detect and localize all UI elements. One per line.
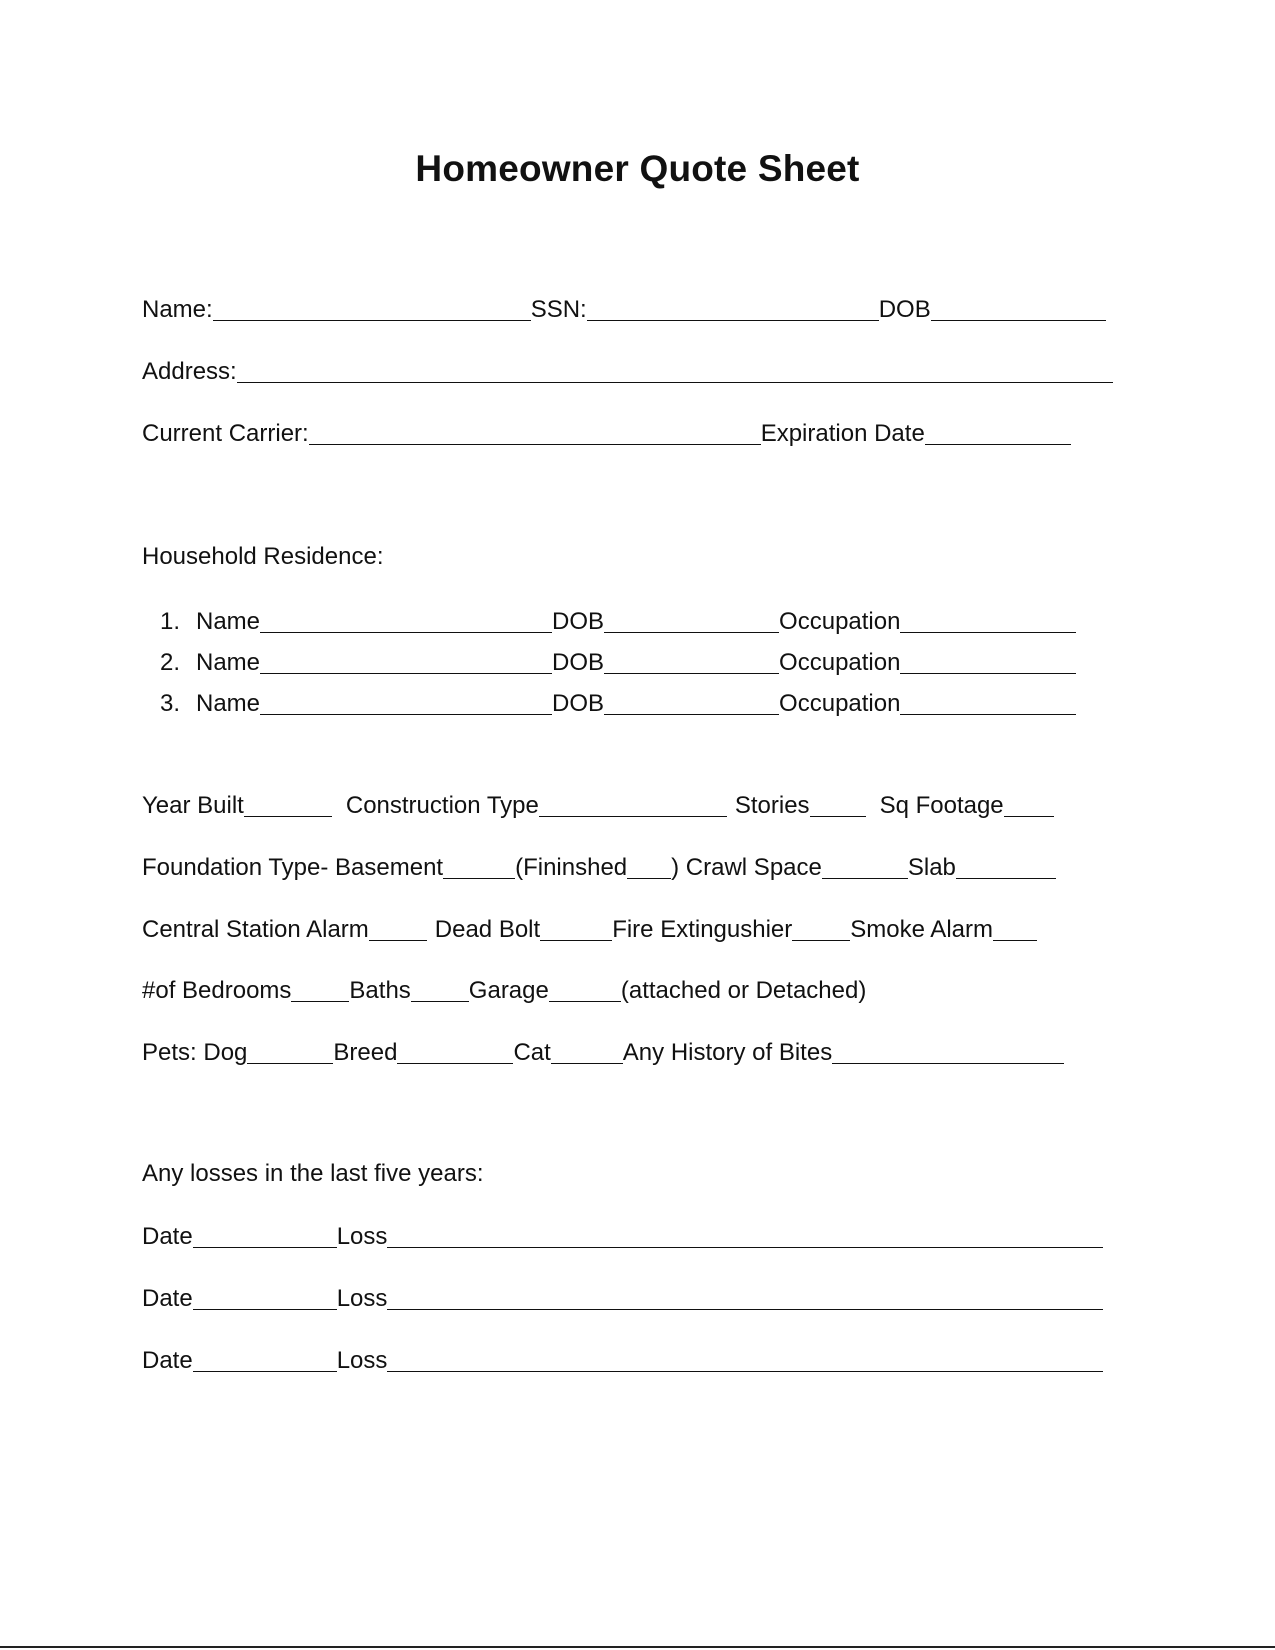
dog-field[interactable] bbox=[247, 1062, 333, 1064]
applicant-row-3 bbox=[142, 416, 1122, 450]
member-number: 3. bbox=[159, 690, 180, 717]
loss-date-label: Date bbox=[142, 1285, 193, 1312]
applicant-row-1 bbox=[142, 292, 1122, 326]
slab-field[interactable] bbox=[956, 877, 1056, 879]
stories-field[interactable] bbox=[810, 815, 866, 817]
finished-field[interactable] bbox=[627, 877, 671, 879]
member-occupation-field[interactable] bbox=[900, 672, 1076, 674]
loss-date-label: Date bbox=[142, 1223, 193, 1250]
sq-footage-field[interactable] bbox=[1004, 815, 1054, 817]
loss-label: Loss bbox=[336, 1347, 388, 1374]
dob-field[interactable] bbox=[931, 319, 1106, 321]
member-name-field[interactable] bbox=[260, 713, 552, 715]
applicant-row-2 bbox=[142, 354, 1122, 388]
cat-label: Cat bbox=[513, 1039, 551, 1066]
page-edge-divider bbox=[0, 1646, 1275, 1648]
member-dob-field[interactable] bbox=[604, 672, 779, 674]
name-field[interactable] bbox=[213, 319, 531, 321]
member-number: 1. bbox=[159, 608, 180, 635]
member-name-field[interactable] bbox=[260, 631, 552, 633]
loss-date-field[interactable] bbox=[193, 1308, 337, 1310]
foundation-type-label: Foundation Type- Basement bbox=[142, 854, 444, 881]
ssn-field[interactable] bbox=[587, 319, 879, 321]
crawl-space-label: ) Crawl Space bbox=[671, 854, 822, 881]
dead-bolt-label: Dead Bolt bbox=[434, 916, 541, 943]
member-name-label: Name bbox=[196, 608, 261, 635]
member-dob-label: DOB bbox=[552, 690, 605, 717]
carrier-field[interactable] bbox=[309, 443, 761, 445]
smoke-alarm-field[interactable] bbox=[993, 939, 1037, 941]
garage-label: Garage bbox=[468, 977, 549, 1004]
breed-label: Breed bbox=[333, 1039, 398, 1066]
member-occupation-label: Occupation bbox=[779, 649, 901, 676]
loss-label: Loss bbox=[336, 1285, 388, 1312]
garage-field[interactable] bbox=[549, 1000, 621, 1002]
construction-type-label: Construction Type bbox=[345, 792, 539, 819]
pets-dog-label: Pets: Dog bbox=[142, 1039, 248, 1066]
loss-row bbox=[142, 1343, 1122, 1377]
loss-label: Loss bbox=[336, 1223, 388, 1250]
member-dob-field[interactable] bbox=[604, 713, 779, 715]
sq-footage-label: Sq Footage bbox=[879, 792, 1004, 819]
property-row-2 bbox=[142, 850, 1122, 884]
member-occupation-field[interactable] bbox=[900, 713, 1076, 715]
expiration-field[interactable] bbox=[925, 443, 1071, 445]
member-name-label: Name bbox=[196, 690, 261, 717]
finished-label: (Fininshed bbox=[515, 854, 628, 881]
member-number: 2. bbox=[159, 649, 180, 676]
member-occupation-field[interactable] bbox=[900, 631, 1076, 633]
slab-label: Slab bbox=[907, 854, 956, 881]
member-dob-label: DOB bbox=[552, 649, 605, 676]
member-dob-field[interactable] bbox=[604, 631, 779, 633]
property-row-3 bbox=[142, 912, 1122, 946]
loss-description-field[interactable] bbox=[387, 1308, 1103, 1310]
property-row-1 bbox=[142, 788, 1122, 822]
carrier-label: Current Carrier: bbox=[142, 420, 309, 447]
cat-field[interactable] bbox=[551, 1062, 623, 1064]
member-name-field[interactable] bbox=[260, 672, 552, 674]
loss-row bbox=[142, 1219, 1122, 1253]
page-title: Homeowner Quote Sheet bbox=[415, 148, 860, 189]
loss-date-label: Date bbox=[142, 1347, 193, 1374]
address-field[interactable] bbox=[237, 381, 1113, 383]
losses-heading: Any losses in the last five years: bbox=[142, 1160, 484, 1187]
year-built-field[interactable] bbox=[244, 815, 332, 817]
household-member-row bbox=[142, 604, 1122, 638]
dead-bolt-field[interactable] bbox=[540, 939, 612, 941]
garage-note: (attached or Detached) bbox=[620, 977, 867, 1004]
fire-extinguisher-label: Fire Extingushier bbox=[612, 916, 793, 943]
loss-description-field[interactable] bbox=[387, 1246, 1103, 1248]
property-row-4 bbox=[142, 973, 1122, 1007]
member-dob-label: DOB bbox=[552, 608, 605, 635]
construction-type-field[interactable] bbox=[539, 815, 727, 817]
fire-extinguisher-field[interactable] bbox=[792, 939, 850, 941]
central-alarm-label: Central Station Alarm bbox=[142, 916, 369, 943]
household-heading: Household Residence: bbox=[142, 543, 384, 570]
year-built-label: Year Built bbox=[142, 792, 244, 819]
expiration-label: Expiration Date bbox=[760, 420, 925, 447]
bites-field[interactable] bbox=[832, 1062, 1064, 1064]
member-occupation-label: Occupation bbox=[779, 690, 901, 717]
property-row-5 bbox=[142, 1035, 1122, 1069]
baths-label: Baths bbox=[349, 977, 411, 1004]
dob-label: DOB bbox=[878, 296, 931, 323]
ssn-label: SSN: bbox=[530, 296, 587, 323]
basement-field[interactable] bbox=[443, 877, 515, 879]
bedrooms-label: #of Bedrooms bbox=[142, 977, 292, 1004]
bites-label: Any History of Bites bbox=[622, 1039, 833, 1066]
name-label: Name: bbox=[142, 296, 213, 323]
smoke-alarm-label: Smoke Alarm bbox=[850, 916, 993, 943]
loss-date-field[interactable] bbox=[193, 1246, 337, 1248]
address-label: Address: bbox=[142, 358, 237, 385]
member-occupation-label: Occupation bbox=[779, 608, 901, 635]
loss-date-field[interactable] bbox=[193, 1370, 337, 1372]
breed-field[interactable] bbox=[397, 1062, 513, 1064]
loss-row bbox=[142, 1281, 1122, 1315]
bedrooms-field[interactable] bbox=[291, 1000, 349, 1002]
crawl-space-field[interactable] bbox=[822, 877, 908, 879]
central-alarm-field[interactable] bbox=[369, 939, 427, 941]
member-name-label: Name bbox=[196, 649, 261, 676]
household-member-row bbox=[142, 686, 1122, 720]
household-member-row bbox=[142, 645, 1122, 679]
baths-field[interactable] bbox=[411, 1000, 469, 1002]
loss-description-field[interactable] bbox=[387, 1370, 1103, 1372]
stories-label: Stories bbox=[734, 792, 810, 819]
